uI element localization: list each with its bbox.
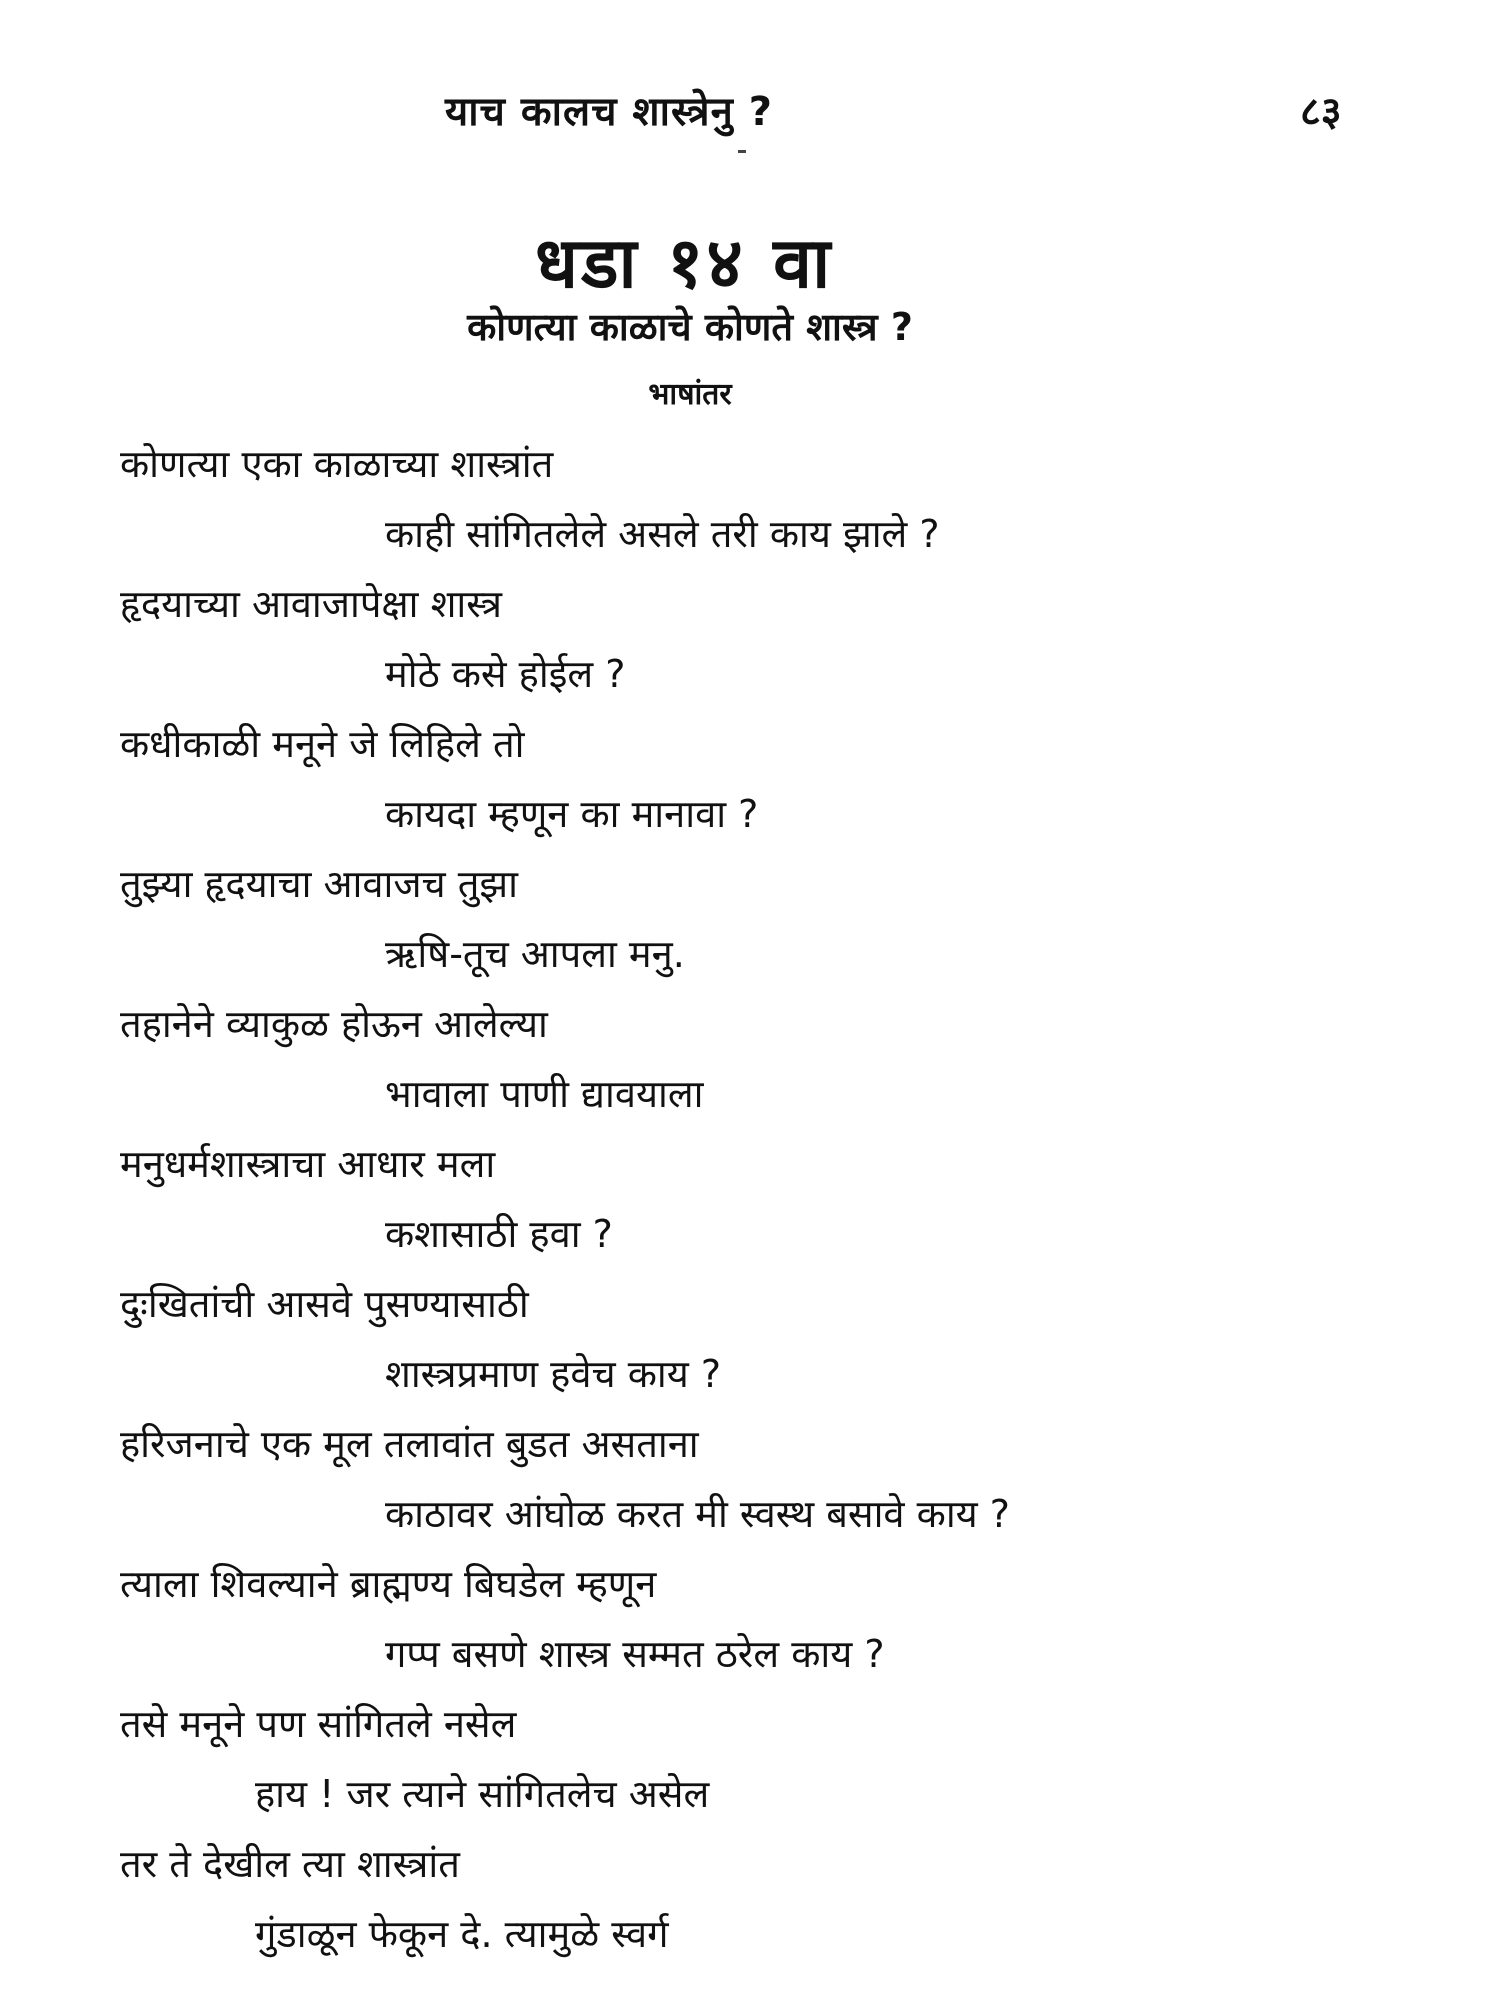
poem-line: मनुधर्मशास्त्राचा आधार मला [120,1142,496,1186]
running-header-title: याच कालच शास्त्रेनु ? [445,89,773,135]
translation-label: भाषांतर [648,377,732,412]
poem-line: गुंडाळून फेकून दे. त्यामुळे स्वर्ग [255,1912,669,1956]
chapter-subtitle: कोणत्या काळाचे कोणते शास्त्र ? [467,305,913,349]
chapter-heading: धडा १४ वा [535,222,834,304]
poem-line: शास्त्रप्रमाण हवेच काय ? [385,1352,722,1396]
poem-line: काही सांगितलेले असले तरी काय झाले ? [385,512,940,556]
poem-line: काठावर आंघोळ करत मी स्वस्थ बसावे काय ? [385,1492,1010,1536]
print-speck [738,150,746,153]
poem-line: कधीकाळी मनूने जे लिहिले तो [120,722,525,766]
poem-line: कायदा म्हणून का मानावा ? [385,792,759,836]
poem-line: त्याला शिवल्याने ब्राह्मण्य बिघडेल म्हणून [120,1562,657,1606]
poem-line: तहानेने व्याकुळ होऊन आलेल्या [120,1002,548,1046]
poem-line: दुःखितांची आसवे पुसण्यासाठी [120,1282,529,1326]
poem-line: गप्प बसणे शास्त्र सम्मत ठरेल काय ? [385,1632,885,1676]
poem-line: भावाला पाणी द्यावयाला [385,1072,704,1116]
poem-line: ऋषि-तूच आपला मनु. [385,932,685,976]
poem-line: कशासाठी हवा ? [385,1212,613,1256]
poem-line: तसे मनूने पण सांगितले नसेल [120,1702,517,1746]
poem-line: मोठे कसे होईल ? [385,652,626,696]
poem-line: तर ते देखील त्या शास्त्रांत [120,1842,460,1886]
poem-line: कोणत्या एका काळाच्या शास्त्रांत [120,442,554,486]
poem-line: हरिजनाचे एक मूल तलावांत बुडत असताना [120,1422,699,1466]
poem-line: हृदयाच्या आवाजापेक्षा शास्त्र [120,582,503,626]
poem-line: हाय ! जर त्याने सांगितलेच असेल [255,1772,710,1816]
poem-line: तुझ्या हृदयाचा आवाजच तुझा [120,862,518,906]
page-number: ८३ [1300,89,1342,135]
